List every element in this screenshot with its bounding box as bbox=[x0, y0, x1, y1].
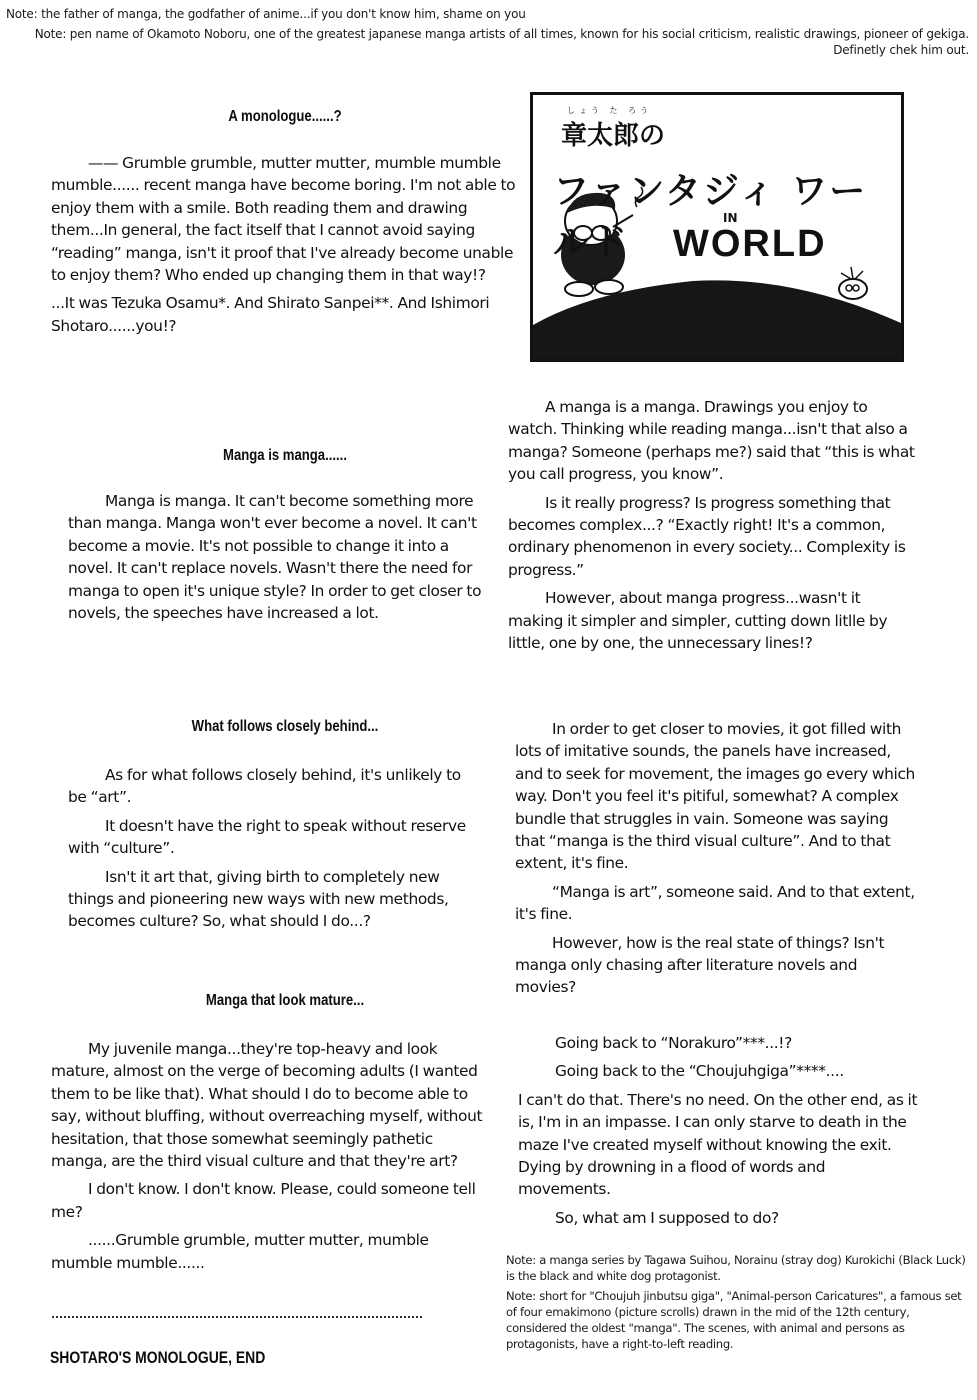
section-movies bbox=[515, 718, 920, 1005]
paragraph: ...It was Tezuka Osamu*. And Shirato Sanpei**. And Ishimori Shotaro......you!? bbox=[51, 294, 490, 335]
paragraph: “Manga is art”, someone said. And to that extent, it's fine. bbox=[515, 882, 915, 924]
heading-follows-behind: What follows closely behind... bbox=[191, 718, 379, 735]
paragraph: Manga is manga. It can't become something more than manga. Manga won't ever become a novel. It can't become a movie. It's not possible to change it into a novel. It can't replace novels. Wasn't there the need for manga to open it's unique style? In order to get closer to novels, the speeches have increased a lot. bbox=[68, 492, 482, 623]
paragraph: I can't do that. There's no need. On the other end, as it is, I'm in an impasse. I can only starve to death in the maze I've created myself without knowing the exit. Dying by drowning in a flood of words and movements. bbox=[518, 1090, 918, 1199]
illustration-in-label: IN bbox=[723, 211, 738, 225]
paragraph: It doesn't have the right to speak without reserve with “culture”. bbox=[68, 816, 466, 858]
translator-note-shirato: Note: pen name of Okamoto Noboru, one of the greatest japanese manga artists of all times, known for his social criticism, realistic drawings, pioneer of gekiga. Definetly chek him out. bbox=[34, 27, 969, 57]
translator-note-tezuka: Note: the father of manga, the godfather of anime...if you don't know him, shame on you bbox=[6, 7, 526, 21]
illustration-world-label: WORLD bbox=[673, 223, 827, 265]
paragraph: However, about manga progress...wasn't it making it simpler and simpler, cutting down litlle by little, one by one, the unnecessary lines!? bbox=[508, 589, 888, 653]
section-manga-is-manga bbox=[68, 490, 483, 630]
footnote-choujuhgiga: Note: short for "Choujuh jinbutsu giga", "Animal-person Caricatures", a famous set of four emakimono (picture scrolls) drawn in the mid of the 12th century, considered the oldest "manga". The scenes, with animal and persons as protagonists, have a right-to-left reading. bbox=[506, 1289, 962, 1351]
paragraph: However, how is the real state of things? Isn't manga only chasing after literature novels and movies? bbox=[515, 933, 885, 997]
paragraph: A manga is a manga. Drawings you enjoy to watch. Thinking while reading manga...isn't that also a manga? Someone (perhaps me?) said that “this is what you call progress, you know”. bbox=[508, 398, 915, 484]
illustration-furigana: しょう た ろう bbox=[567, 106, 653, 115]
illustration-katakana-title: ファンタジィ ワールド bbox=[553, 171, 868, 263]
section-follows-behind bbox=[68, 764, 483, 939]
paragraph: So, what am I supposed to do? bbox=[555, 1208, 779, 1227]
footnotes bbox=[506, 1252, 966, 1356]
paragraph: Going back to “Norakuro”***...!? bbox=[555, 1034, 792, 1052]
dotted-divider bbox=[52, 1316, 422, 1318]
section-progress bbox=[508, 396, 918, 660]
section-look-mature bbox=[51, 1038, 491, 1280]
paragraph: My juvenile manga...they're top-heavy and look mature, almost on the verge of becoming adults (I wanted them to be like that). What should I do to become able to say, without bluffing, without overreaching myself, without hesitation, that those somewhat seemingly pathetic manga, are the third visual culture and that they're art? bbox=[51, 1040, 483, 1171]
paragraph: Going back to the “Choujuhgiga”****.... bbox=[555, 1062, 844, 1081]
illustration-kanji-title: 章太郎の bbox=[561, 121, 666, 151]
paragraph: —— Grumble grumble, mutter mutter, mumble mumble mumble...... recent manga have become boring. I'm not able to enjoy them with a smile. Both reading them and drawing them...In general, the fact itself that I cannot avoid saying “reading” manga, isn't it proof that I've already become unable to enjoy them? Who ended up changing them in that way!? bbox=[51, 154, 516, 285]
title-illustration bbox=[530, 92, 904, 362]
paragraph: Is it really progress? Is progress something that becomes complex...? “Exactly right! It's a common, ordinary phenomenon in every society... Complexity is progress.” bbox=[508, 493, 906, 579]
paragraph: As for what follows closely behind, it's unlikely to be “art”. bbox=[68, 766, 461, 807]
section-monologue bbox=[51, 152, 521, 343]
paragraph: I don't know. I don't know. Please, could someone tell me? bbox=[51, 1180, 476, 1221]
heading-monologue: A monologue......? bbox=[228, 108, 342, 125]
end-label: SHOTARO'S MONOLOGUE, END bbox=[50, 1348, 266, 1367]
paragraph: Isn't it art that, giving birth to completely new things and pioneering new ways with new methods, becomes culture? So, what should I do...? bbox=[68, 867, 449, 931]
paragraph: ......Grumble grumble, mutter mutter, mumble mumble mumble...... bbox=[51, 1231, 429, 1272]
section-going-back bbox=[518, 1032, 918, 1235]
heading-look-mature: Manga that look mature... bbox=[205, 992, 365, 1009]
paragraph: In order to get closer to movies, it got filled with lots of imitative sounds, the panels have increased, and to seek for movement, the images go every which way. Don't you feel it's pitiful, somewhat? A complex bundle that struggles in vain. Someone was saying that “manga is the third visual culture”. And to that extent, it's fine. bbox=[515, 720, 915, 873]
footnote-norakuro: Note: a manga series by Tagawa Suihou, Norainu (stray dog) Kurokichi (Black Luck) is the black and white dog protagonist. bbox=[506, 1253, 966, 1283]
heading-manga-is-manga: Manga is manga...... bbox=[223, 447, 347, 464]
